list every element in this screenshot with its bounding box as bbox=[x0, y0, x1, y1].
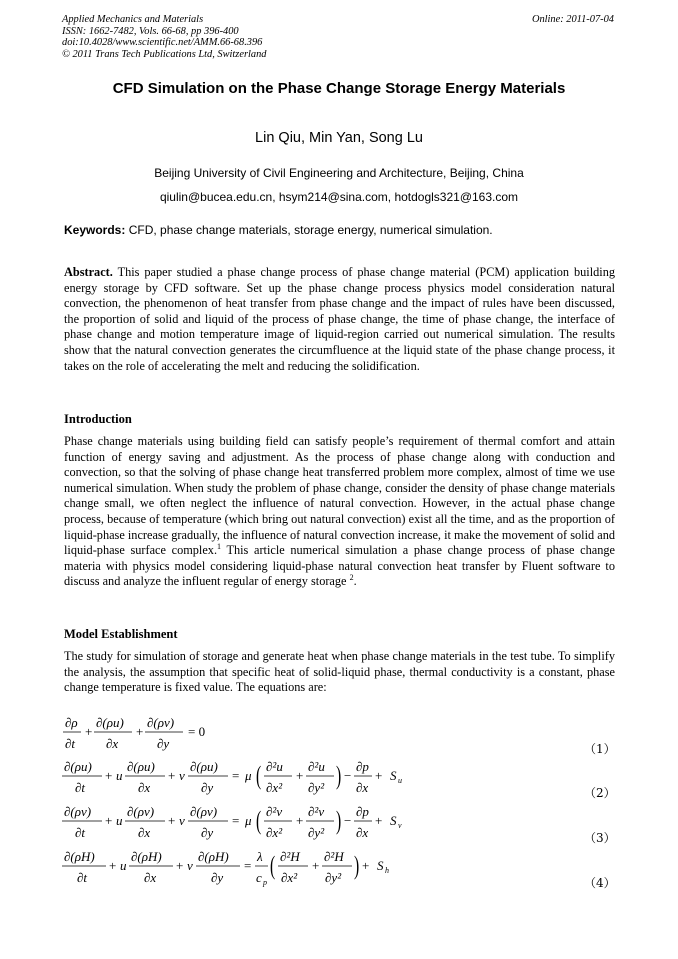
svg-text:∂(ρu): ∂(ρu) bbox=[127, 759, 155, 774]
svg-text:∂t: ∂t bbox=[75, 780, 86, 795]
svg-text:+: + bbox=[312, 858, 320, 873]
svg-text:∂(ρu): ∂(ρu) bbox=[96, 715, 124, 730]
equation-4 bbox=[60, 846, 390, 892]
svg-text:S: S bbox=[377, 858, 384, 873]
equation-2 bbox=[60, 756, 390, 800]
svg-text:∂(ρH): ∂(ρH) bbox=[198, 849, 229, 864]
svg-text:∂x: ∂x bbox=[106, 736, 119, 751]
svg-text:∂y²: ∂y² bbox=[308, 780, 325, 795]
svg-text:=: = bbox=[232, 813, 240, 828]
paper-emails: qiulin@bucea.edu.cn, hsym214@sina.com, hotdogls321@163.com bbox=[159, 190, 519, 204]
equation-1-number: （1） bbox=[584, 742, 616, 756]
svg-text:∂²v: ∂²v bbox=[308, 804, 325, 819]
svg-text:+: + bbox=[296, 813, 304, 828]
svg-text:∂²H: ∂²H bbox=[280, 849, 300, 864]
svg-text:∂y²: ∂y² bbox=[325, 870, 342, 885]
introduction-body bbox=[64, 434, 615, 590]
svg-text:∂(ρu): ∂(ρu) bbox=[190, 759, 218, 774]
abstract bbox=[64, 265, 615, 374]
svg-text:=: = bbox=[232, 768, 240, 783]
svg-text:∂x: ∂x bbox=[138, 780, 151, 795]
svg-text:u: u bbox=[116, 813, 123, 828]
citation-1: 1 bbox=[217, 542, 222, 552]
equation-3 bbox=[60, 801, 390, 845]
journal-doi: doi:10.4028/www.scientific.net/AMM.66-68.396 bbox=[62, 37, 263, 49]
svg-text:+: + bbox=[362, 858, 370, 873]
svg-text:+: + bbox=[168, 813, 176, 828]
equation-4-source-term bbox=[373, 846, 403, 892]
svg-text:∂²u: ∂²u bbox=[266, 759, 283, 774]
svg-text:∂t: ∂t bbox=[75, 825, 86, 840]
svg-text:S: S bbox=[390, 813, 397, 828]
equation-3-number: （3） bbox=[584, 831, 616, 845]
svg-text:∂x: ∂x bbox=[356, 780, 369, 795]
svg-text:∂(ρH): ∂(ρH) bbox=[131, 849, 162, 864]
svg-text:v: v bbox=[179, 768, 185, 783]
svg-text:+: + bbox=[105, 813, 113, 828]
svg-text:∂(ρu): ∂(ρu) bbox=[64, 759, 92, 774]
svg-text:v: v bbox=[187, 858, 193, 873]
svg-text:u: u bbox=[120, 858, 127, 873]
svg-text:∂y²: ∂y² bbox=[308, 825, 325, 840]
svg-text:∂y: ∂y bbox=[201, 825, 214, 840]
model-body: The study for simulation of storage and generate heat when phase change materials in the test tube. To simplify the analysis, the assumption that specific heat of solid-liquid phase, thermal conductivity is a constant, phase change temperature is fixed value. The equations are: bbox=[64, 649, 615, 695]
svg-text:): ) bbox=[354, 850, 360, 881]
svg-text:(: ( bbox=[270, 850, 276, 881]
equation-2-source-term bbox=[386, 756, 416, 800]
svg-text:(: ( bbox=[256, 760, 262, 791]
intro-text-b: This article numerical simulation a phase change process of phase change materia with physics model considering liquid-phase natural convection heat transfer by Fluent software to discuss and analyze the influent regular of energy storage bbox=[64, 543, 615, 589]
equation-2-number: （2） bbox=[584, 786, 616, 800]
svg-text:∂p: ∂p bbox=[356, 759, 369, 774]
svg-text:u: u bbox=[116, 768, 123, 783]
equation-3-source-term bbox=[386, 801, 416, 845]
svg-text:+: + bbox=[296, 768, 304, 783]
abstract-text: This paper studied a phase change process of phase change material (PCM) application building energy storage by CFD software. Set up the phase change process physics model consideration natural convection, the phenomenon of heat transfer from phase change and the impact of rules have been discussed, the proportion of solid and liquid of the process of phase change, the time of phase change, the interface of phase change and motion temperature image of liquid-region carried out numerical simulation. The results show that the natural convection generates the circumfluence at the liquid state of the phase change process, it takes on the role of accelerating the melt and reducing the solidification. bbox=[64, 265, 615, 373]
svg-text:λ: λ bbox=[257, 849, 263, 864]
svg-text:∂x: ∂x bbox=[356, 825, 369, 840]
paper-authors: Lin Qiu, Min Yan, Song Lu bbox=[255, 130, 423, 146]
svg-text:−: − bbox=[344, 768, 352, 783]
svg-text:+: + bbox=[375, 813, 383, 828]
paper-title: CFD Simulation on the Phase Change Storage Energy Materials bbox=[112, 80, 566, 97]
svg-text:+: + bbox=[109, 858, 117, 873]
svg-text:(: ( bbox=[256, 805, 262, 836]
svg-text:∂²u: ∂²u bbox=[308, 759, 325, 774]
svg-text:c: c bbox=[256, 870, 262, 885]
svg-text:∂y: ∂y bbox=[157, 736, 170, 751]
svg-text:+: + bbox=[85, 724, 93, 739]
svg-text:h: h bbox=[385, 866, 389, 875]
svg-text:∂²v: ∂²v bbox=[266, 804, 283, 819]
svg-text:v: v bbox=[398, 821, 402, 830]
svg-text:∂x²: ∂x² bbox=[266, 825, 283, 840]
svg-text:−: − bbox=[344, 813, 352, 828]
svg-text:= 0: = 0 bbox=[188, 724, 206, 739]
svg-text:p: p bbox=[263, 878, 267, 887]
svg-text:∂x: ∂x bbox=[138, 825, 151, 840]
abstract-label: Abstract. bbox=[64, 265, 113, 279]
journal-header bbox=[62, 14, 266, 60]
intro-text-c: . bbox=[353, 574, 357, 589]
svg-text:∂²H: ∂²H bbox=[324, 849, 344, 864]
keywords bbox=[64, 223, 624, 237]
svg-text:S: S bbox=[390, 768, 397, 783]
svg-text:+: + bbox=[375, 768, 383, 783]
svg-text:+: + bbox=[176, 858, 184, 873]
svg-text:v: v bbox=[179, 813, 185, 828]
intro-text-a: Phase change materials using building field can satisfy people’s requirement of thermal comfort and attain function of energy saving and adjustment. As the process of phase change along with conduction and convection, so that the solving of phase change heat transferred problem more complex, almost of time we use numerical simulation. When study the problem of phase change, consider the density of phase change materials change small, we often neglect the influence of natural convection. However, in the actual phase change process, because of temperature (which bring out natural convection) exist all the time, and as the proportion of liquid-phase increase gradually, the influence of natural convection increase, it make the movement of solid and liquid-phase surface complex. bbox=[64, 434, 615, 558]
svg-text:∂(ρv): ∂(ρv) bbox=[147, 715, 175, 730]
svg-text:u: u bbox=[398, 776, 402, 785]
svg-text:+: + bbox=[168, 768, 176, 783]
journal-issn: ISSN: 1662-7482, Vols. 66-68, pp 396-400 bbox=[62, 25, 239, 37]
svg-text:∂(ρH): ∂(ρH) bbox=[64, 849, 95, 864]
svg-text:∂ρ: ∂ρ bbox=[65, 715, 78, 730]
svg-text:∂t: ∂t bbox=[77, 870, 88, 885]
svg-text:∂x: ∂x bbox=[144, 870, 157, 885]
svg-text:∂t: ∂t bbox=[65, 736, 76, 751]
introduction-heading: Introduction bbox=[64, 412, 132, 426]
svg-text:∂(ρv): ∂(ρv) bbox=[190, 804, 218, 819]
svg-text:=: = bbox=[244, 858, 252, 873]
svg-text:∂(ρv): ∂(ρv) bbox=[127, 804, 155, 819]
keywords-label: Keywords: bbox=[64, 223, 126, 237]
svg-text:∂x²: ∂x² bbox=[281, 870, 298, 885]
svg-text:): ) bbox=[336, 760, 342, 791]
paper-affiliation: Beijing University of Civil Engineering and Architecture, Beijing, China bbox=[154, 166, 524, 180]
journal-copyright: © 2011 Trans Tech Publications Ltd, Switzerland bbox=[62, 48, 267, 60]
svg-text:∂y: ∂y bbox=[201, 780, 214, 795]
equation-4-number: （4） bbox=[584, 876, 616, 890]
keywords-text: CFD, phase change materials, storage energy, numerical simulation. bbox=[125, 223, 493, 237]
model-heading: Model Establishment bbox=[64, 627, 178, 641]
svg-text:+: + bbox=[105, 768, 113, 783]
svg-text:∂x²: ∂x² bbox=[266, 780, 283, 795]
svg-text:∂p: ∂p bbox=[356, 804, 369, 819]
svg-text:): ) bbox=[336, 805, 342, 836]
svg-text:μ: μ bbox=[245, 768, 252, 783]
online-date: Online: 2011-07-04 bbox=[531, 14, 614, 25]
svg-text:μ: μ bbox=[245, 813, 252, 828]
svg-text:∂y: ∂y bbox=[211, 870, 224, 885]
svg-text:+: + bbox=[136, 724, 144, 739]
equation-1 bbox=[60, 712, 230, 754]
svg-text:∂(ρv): ∂(ρv) bbox=[64, 804, 92, 819]
journal-name: Applied Mechanics and Materials bbox=[62, 14, 204, 25]
citation-2: 2 bbox=[349, 573, 354, 583]
